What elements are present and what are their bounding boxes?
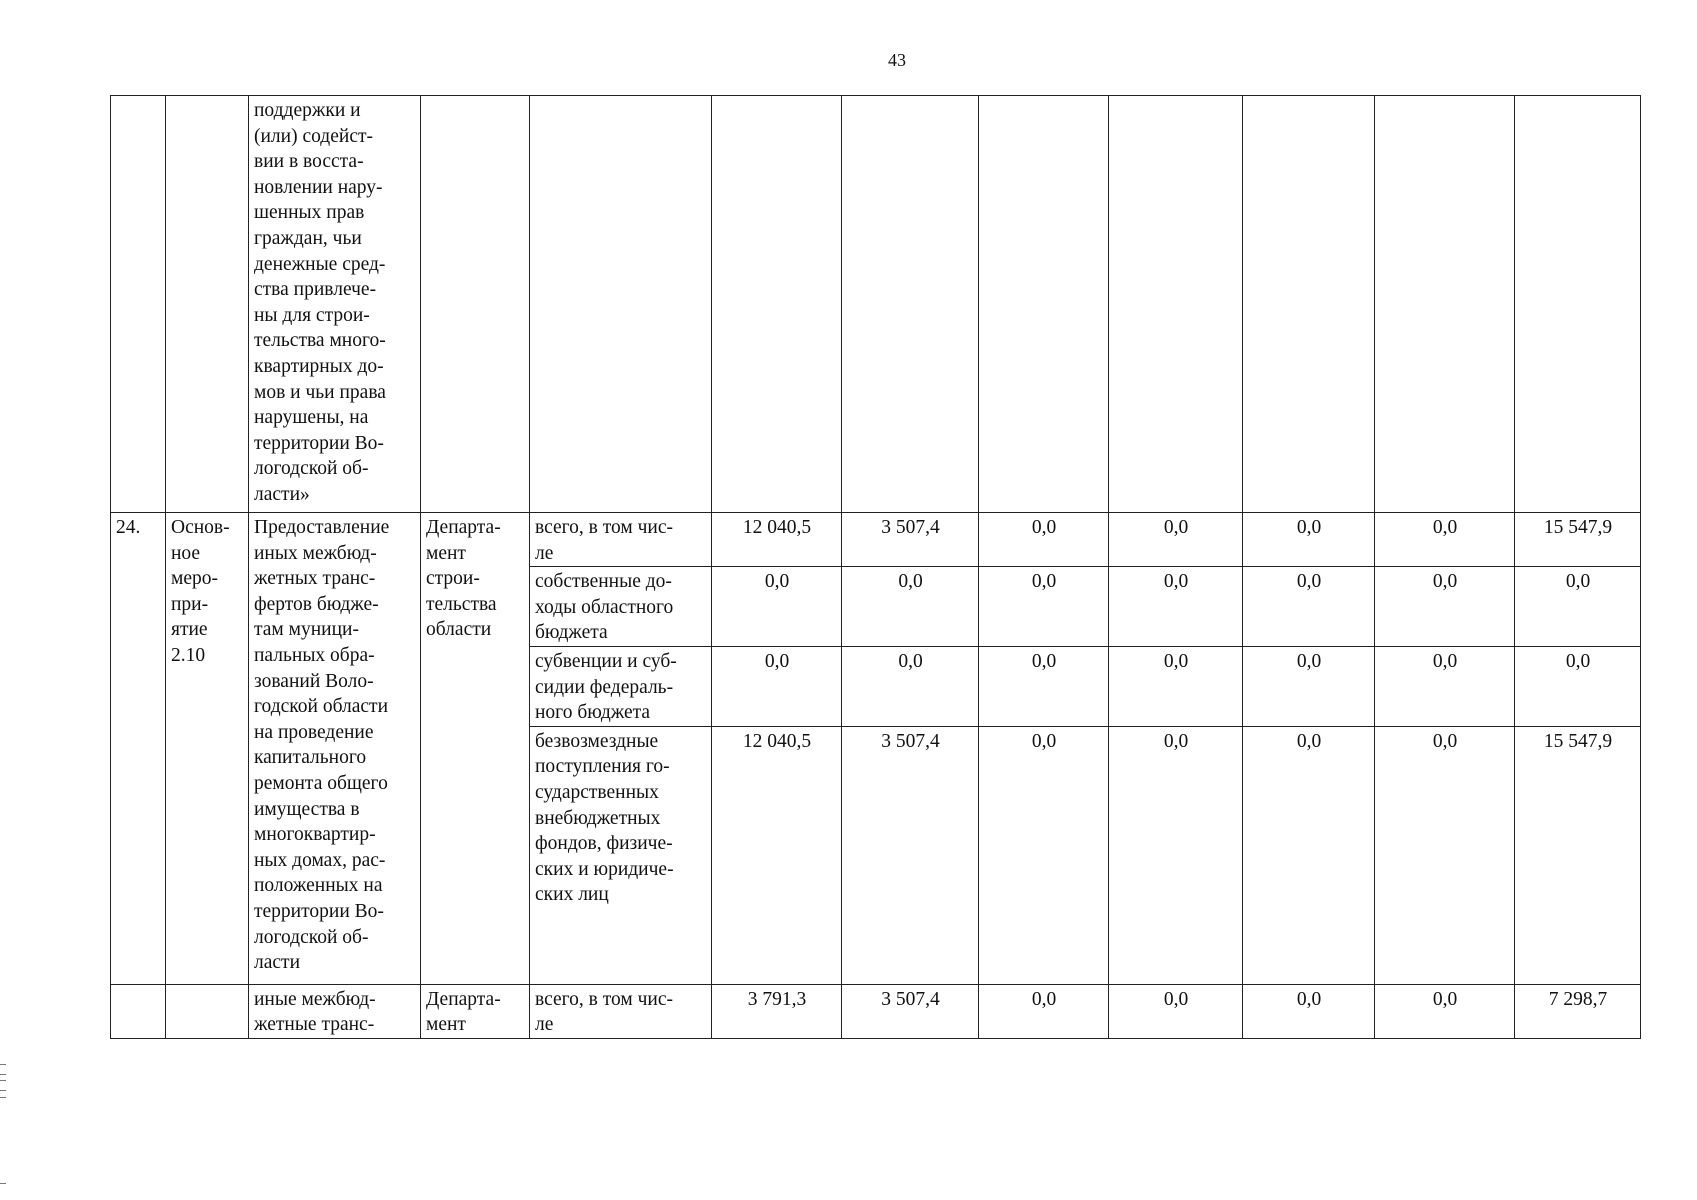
- cell-value: 3 791,3: [712, 984, 842, 1038]
- cell-value: 0,0: [1109, 984, 1243, 1038]
- page-number: 43: [888, 50, 906, 70]
- cell-value: 12 040,5: [712, 513, 842, 567]
- cell-source: всего, в том чис- ле: [530, 513, 712, 567]
- cell-value: 0,0: [979, 567, 1109, 647]
- cell-value: 0,0: [979, 646, 1109, 726]
- cell-source: [530, 96, 712, 513]
- cell-measure-name: иные межбюд- жетные транс-: [249, 984, 421, 1038]
- scan-mark: [0, 1080, 6, 1081]
- cell-value: 0,0: [1375, 984, 1515, 1038]
- cell-value: 0,0: [1375, 513, 1515, 567]
- cell-status: [166, 984, 249, 1038]
- cell-value-total: 15 547,9: [1515, 513, 1641, 567]
- cell-source: всего, в том чис- ле: [530, 984, 712, 1038]
- cell-value: [979, 96, 1109, 513]
- cell-value: [1109, 96, 1243, 513]
- scan-mark: [0, 1074, 6, 1075]
- cell-value: [1515, 96, 1641, 513]
- cell-source: безвозмездные поступления го- сударственных внебюджетных фондов, физиче- ских и юридиче- ских лиц: [530, 726, 712, 984]
- cell-value: 0,0: [979, 984, 1109, 1038]
- cell-value: [842, 96, 979, 513]
- scan-mark: [0, 1090, 6, 1091]
- cell-value: 0,0: [979, 726, 1109, 984]
- scan-mark: [0, 1183, 6, 1184]
- cell-value: 3 507,4: [842, 984, 979, 1038]
- cell-value-total: 7 298,7: [1515, 984, 1641, 1038]
- cell-executor: [421, 96, 530, 513]
- cell-value: 0,0: [712, 567, 842, 647]
- cell-source: собственные до- ходы областного бюджета: [530, 567, 712, 647]
- scan-mark: [0, 1064, 6, 1065]
- table-row-continuation: [111, 96, 1641, 513]
- cell-value: 0,0: [842, 567, 979, 647]
- cell-value: 0,0: [1109, 646, 1243, 726]
- scan-mark: [0, 1097, 6, 1098]
- cell-number: [111, 984, 166, 1038]
- cell-value: 0,0: [1243, 984, 1375, 1038]
- cell-value: 12 040,5: [712, 726, 842, 984]
- cell-value: 0,0: [1375, 646, 1515, 726]
- cell-measure-name: Предоставление иных межбюд- жетных транс- фертов бюдже- там муници- пальных обра- зований Воло- годской области на проведение капитального ремонта общего имущества в многоквартир- ных домах, рас- положенных на территории Во- логодской об- ласти: [249, 513, 421, 985]
- cell-value: 0,0: [1109, 567, 1243, 647]
- cell-value-total: 15 547,9: [1515, 726, 1641, 984]
- cell-value: 0,0: [1243, 726, 1375, 984]
- cell-value: 0,0: [979, 513, 1109, 567]
- cell-value: 0,0: [1109, 726, 1243, 984]
- cell-program-name-tail: поддержки и (или) содейст- вии в восста- новлении нару- шенных прав граждан, чьи денежные сред- ства привлече- ны для строи- тельства много- квартирных до- мов и чьи права нарушены, на территории Во- логодской об- ласти»: [249, 96, 421, 513]
- table-row-measure-total: [111, 513, 1641, 567]
- cell-status: Основ- ное меро- при- ятие 2.10: [166, 513, 249, 985]
- cell-value: [1375, 96, 1515, 513]
- cell-value: 3 507,4: [842, 726, 979, 984]
- budget-table: [110, 95, 1641, 1039]
- cell-value: 0,0: [712, 646, 842, 726]
- cell-value: [712, 96, 842, 513]
- cell-value: 0,0: [1243, 513, 1375, 567]
- cell-value: 0,0: [842, 646, 979, 726]
- cell-value-total: 0,0: [1515, 567, 1641, 647]
- cell-value: [1243, 96, 1375, 513]
- cell-value: 0,0: [1243, 646, 1375, 726]
- cell-executor: Департа- мент: [421, 984, 530, 1038]
- cell-status: [166, 96, 249, 513]
- cell-value: 0,0: [1375, 567, 1515, 647]
- cell-source: субвенции и суб- сидии федераль- ного бюджета: [530, 646, 712, 726]
- cell-value: 3 507,4: [842, 513, 979, 567]
- cell-value-total: 0,0: [1515, 646, 1641, 726]
- cell-number: [111, 96, 166, 513]
- cell-number: 24.: [111, 513, 166, 985]
- cell-executor: Департа- мент строи- тельства области: [421, 513, 530, 985]
- cell-value: 0,0: [1109, 513, 1243, 567]
- cell-value: 0,0: [1375, 726, 1515, 984]
- cell-value: 0,0: [1243, 567, 1375, 647]
- table-row-other-transfers: [111, 984, 1641, 1038]
